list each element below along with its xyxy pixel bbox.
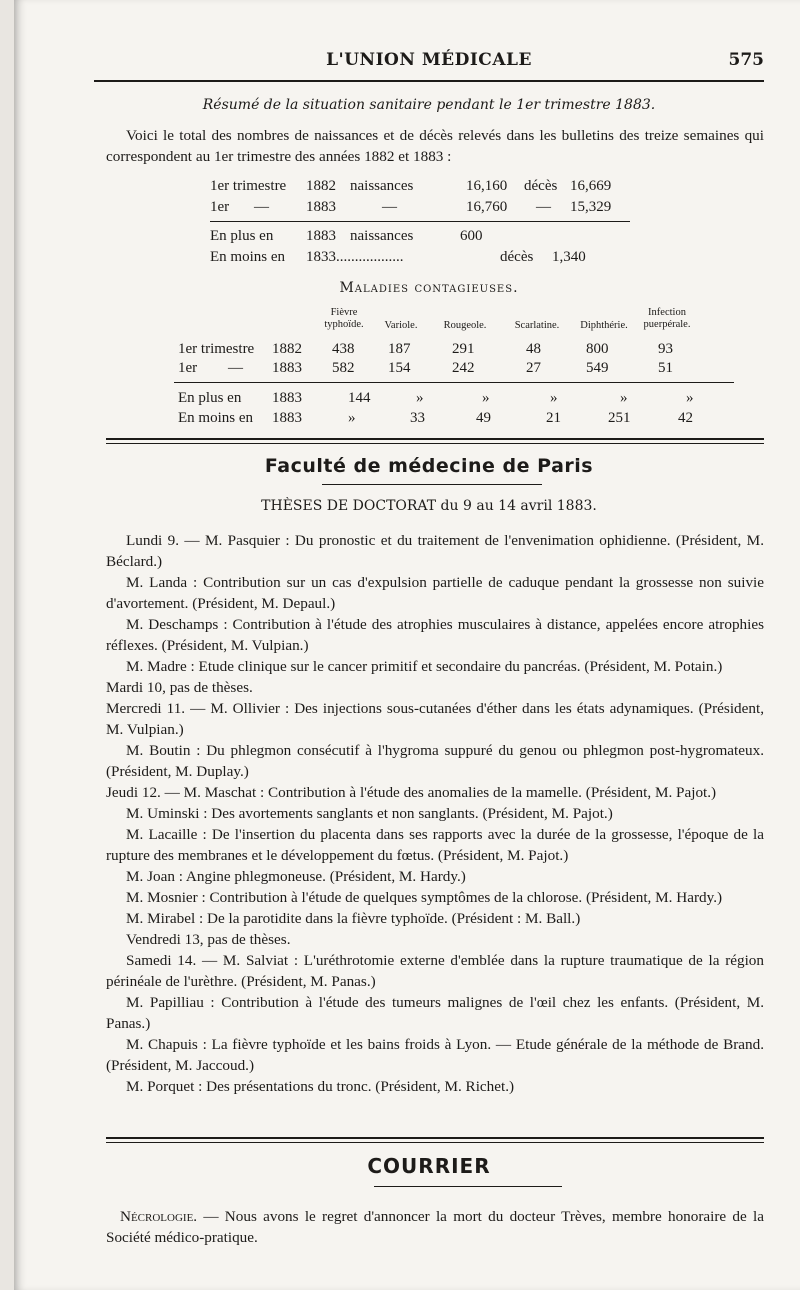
thesis-entry: Vendredi 13, pas de thèses.	[126, 931, 291, 948]
value-scarlatine: 48	[526, 341, 541, 357]
thesis-entry: M. Deschamps : Contribution à l'étude des atrophies musculaires à distance, appelées encore atrophies réflexes. (Président, M. Vulpian.)	[106, 616, 764, 654]
value-puerperale: 51	[658, 360, 673, 376]
less-label: En moins en	[210, 249, 285, 265]
value-puerperale: 42	[678, 410, 693, 426]
row-label: 1er	[178, 360, 198, 376]
value-scarlatine: 27	[526, 360, 541, 376]
faculte-title: Faculté de médecine de Paris	[264, 455, 594, 477]
courrier-title-rule	[374, 1186, 562, 1187]
thesis-entry: M. Porquet : Des présentations du tronc. (Président, M. Richet.)	[126, 1078, 515, 1095]
less-what: décès	[500, 249, 534, 265]
col-header-variole: Variole.	[384, 320, 418, 331]
thesis-entry: Samedi 14. — M. Salviat : L'uréthrotomie externe d'emblée dans la rupture traumatique de la région périnéale de l'urèthre. (Président, M. Panas.)	[106, 952, 764, 990]
col-header-typhoid: Fièvre typhoïde.	[324, 307, 364, 330]
births-row-1882	[14, 178, 800, 198]
value-puerperale: 93	[658, 341, 673, 357]
row-dash: —	[228, 360, 243, 376]
value-typhoid: 438	[332, 341, 355, 357]
more-label: En plus en	[210, 228, 274, 244]
summary-intro	[106, 125, 764, 167]
births-value: 16,160	[466, 178, 508, 194]
thesis-entry: M. Madre : Etude clinique sur le cancer primitif et secondaire du pancréas. (Président, M. Potain.)	[126, 658, 723, 675]
section-rule-top	[106, 438, 764, 440]
necrologie-paragraph	[106, 1206, 764, 1248]
summary-title: Résumé de la situation sanitaire pendant le 1er trimestre 1883.	[202, 97, 656, 113]
diseases-less-row	[14, 410, 800, 430]
running-header	[94, 50, 764, 74]
value-variole: 187	[388, 341, 411, 357]
value-typhoid: 144	[348, 390, 371, 406]
courrier-rule-top	[106, 1137, 764, 1139]
header-rule	[94, 80, 764, 82]
value-typhoid: »	[348, 410, 356, 426]
births-row-1883	[14, 199, 800, 219]
thesis-entry: Mercredi 11. — M. Ollivier : Des injections sous-cutanées d'éther dans les états adynamiques. (Président, M. Vulpian.)	[106, 700, 764, 738]
row-dash: —	[382, 199, 397, 215]
row-label: 1er trimestre	[178, 341, 255, 357]
births-more-row	[14, 228, 800, 248]
thesis-entry: M. Papilliau : Contribution à l'étude des tumeurs malignes de l'œil chez les enfants. (Président, M. Panas.)	[106, 994, 764, 1032]
diseases-more-row	[14, 390, 800, 410]
thesis-entry: M. Uminski : Des avortements sanglants et non sanglants. (Président, M. Pajot.)	[126, 805, 613, 822]
diseases-section	[94, 280, 764, 300]
summary-rule	[210, 221, 630, 222]
value-diphtherie: 251	[608, 410, 631, 426]
page	[14, 0, 800, 1290]
row-year: 1883	[272, 360, 302, 376]
less-year: 1883	[272, 410, 302, 426]
births-label: naissances	[350, 178, 414, 194]
row-label: 1er	[210, 199, 230, 215]
deaths-less-row	[14, 249, 800, 269]
diseases-title: Maladies contagieuses.	[339, 280, 519, 296]
thesis-entry: M. Boutin : Du phlegmon consécutif à l'hygroma suppuré du genou ou phlegmon post-hygromateux. (Président, M. Duplay.)	[106, 742, 764, 780]
row-year: 1882	[272, 341, 302, 357]
row-year: 1883	[306, 199, 336, 215]
row-label: 1er trimestre	[210, 178, 287, 194]
thesis-entry: M. Mosnier : Contribution à l'étude de quelques symptômes de la chlorose. (Président, M. Hardy.)	[126, 889, 723, 906]
value-diphtherie: 800	[586, 341, 609, 357]
summary-intro-text: Voici le total des nombres de naissances et de décès relevés dans les bulletins des treize semaines qui correspondent au 1er trimestre des années 1882 et 1883 :	[106, 127, 764, 165]
col-header-puerperale: Infection puerpérale.	[643, 307, 691, 330]
less-label: En moins en	[178, 410, 253, 426]
less-value: 1,340	[552, 249, 586, 265]
page-number: 575	[728, 50, 764, 70]
more-year: 1883	[272, 390, 302, 406]
necrologie-label: Nécrologie.	[120, 1208, 198, 1225]
thesis-entry: Jeudi 12. — M. Maschat : Contribution à l'étude des anomalies de la mamelle. (Président, M. Pajot.)	[106, 784, 717, 801]
value-rougeole: »	[482, 390, 490, 406]
col-header-rougeole: Rougeole.	[443, 320, 487, 331]
theses-title: THÈSES DE DOCTORAT du 9 au 14 avril 1883.	[261, 498, 597, 514]
courrier-title: COURRIER	[367, 1154, 491, 1178]
more-year: 1883	[306, 228, 336, 244]
value-variole: 154	[388, 360, 411, 376]
col-header-scarlatine: Scarlatine.	[514, 320, 560, 331]
more-label: En plus en	[178, 390, 242, 406]
more-what: naissances	[350, 228, 414, 244]
thesis-entry: M. Mirabel : De la parotidite dans la fièvre typhoïde. (Président : M. Ball.)	[126, 910, 581, 927]
births-value: 16,760	[466, 199, 508, 215]
value-rougeole: 291	[452, 341, 475, 357]
value-diphtherie: 549	[586, 360, 609, 376]
thesis-entry: M. Chapuis : La fièvre typhoïde et les bains froids à Lyon. — Etude générale de la méthode de Brand. (Président, M. Jaccoud.)	[106, 1036, 764, 1074]
value-variole: 33	[410, 410, 425, 426]
row-dash: —	[536, 199, 551, 215]
row-year: 1882	[306, 178, 336, 194]
col-header-diphtherie: Diphthérie.	[580, 320, 628, 331]
necrologie-text: — Nous avons le regret d'annoncer la mort du docteur Trèves, membre honoraire de la Société médico-pratique.	[106, 1208, 764, 1246]
deaths-value: 15,329	[570, 199, 612, 215]
theses-list	[106, 530, 764, 1097]
courrier-rule-bottom	[106, 1142, 764, 1143]
value-typhoid: 582	[332, 360, 355, 376]
thesis-entry: M. Lacaille : De l'insertion du placenta dans ses rapports avec la durée de la grossesse, l'époque de la rupture des membranes et le développement du fœtus. (Président, M. Pajot.)	[106, 826, 764, 864]
running-title: L'UNION MÉDICALE	[326, 50, 532, 70]
thesis-entry: Mardi 10, pas de thèses.	[106, 679, 253, 696]
value-scarlatine: 21	[546, 410, 561, 426]
thesis-entry: Lundi 9. — M. Pasquier : Du pronostic et du traitement de l'envenimation ophidienne. (Président, M. Béclard.)	[106, 532, 764, 570]
row-dash: —	[254, 199, 269, 215]
thesis-entry: M. Landa : Contribution sur un cas d'expulsion partielle de caduque pendant la grossesse non suivie d'avortement. (Président, M. Depaul.)	[106, 574, 764, 612]
value-scarlatine: »	[550, 390, 558, 406]
diseases-row-1883	[14, 360, 800, 380]
section-rule-bottom	[106, 443, 764, 444]
value-variole: »	[416, 390, 424, 406]
less-year: 1833..................	[306, 249, 404, 265]
value-rougeole: 242	[452, 360, 475, 376]
diseases-row-1882	[14, 341, 800, 361]
faculte-title-rule	[322, 484, 542, 485]
deaths-value: 16,669	[570, 178, 612, 194]
value-puerperale: »	[686, 390, 694, 406]
deaths-label: décès	[524, 178, 558, 194]
diseases-rule	[174, 382, 734, 383]
more-value: 600	[460, 228, 483, 244]
value-rougeole: 49	[476, 410, 491, 426]
thesis-entry: M. Joan : Angine phlegmoneuse. (Président, M. Hardy.)	[126, 868, 466, 885]
value-diphtherie: »	[620, 390, 628, 406]
